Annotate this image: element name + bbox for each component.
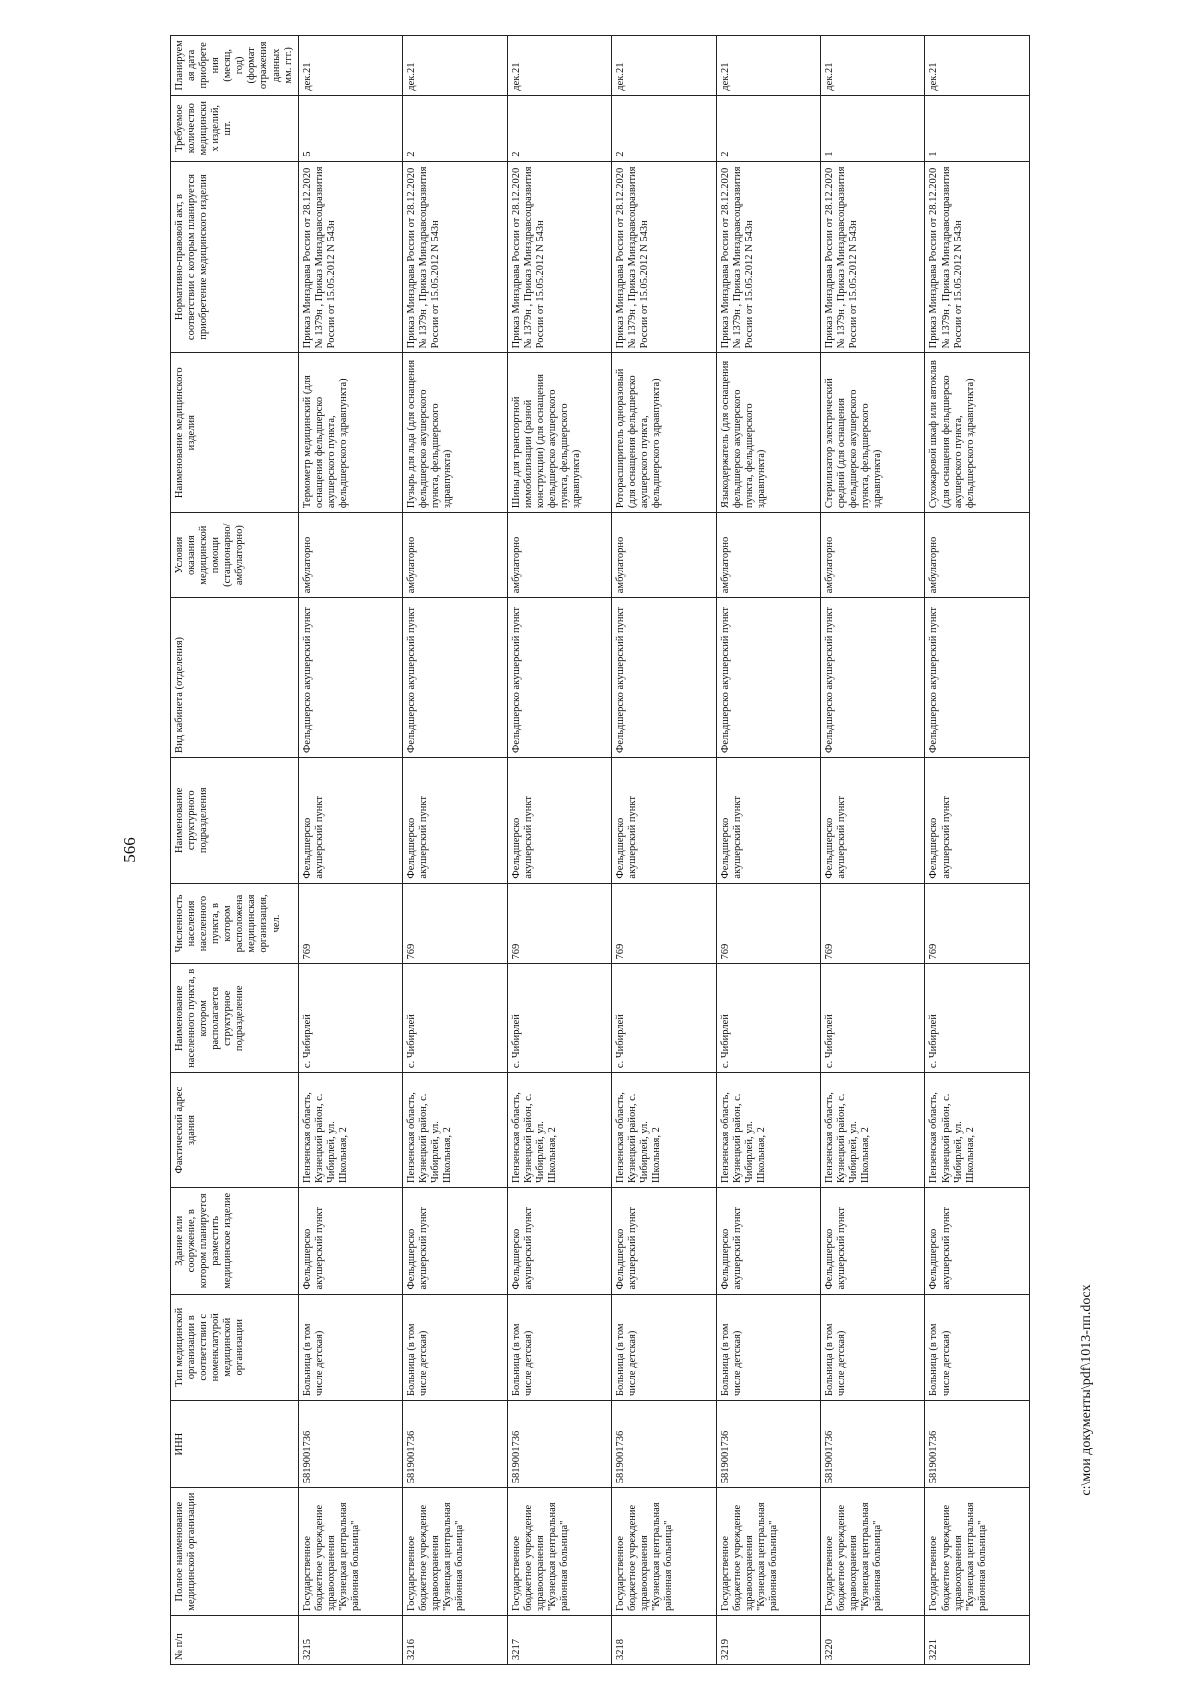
cell-qty: 2 <box>612 95 716 161</box>
cell-type: Больница (в том числе детская) <box>716 1294 820 1400</box>
cell-conditions: амбулаторно <box>716 513 820 598</box>
cell-subdivision: Фельдшерско акушерский пункт <box>403 757 507 883</box>
cell-conditions: амбулаторно <box>298 513 402 598</box>
table-container <box>170 35 1030 1665</box>
cell-cabinet: Фельдшерско акушерский пункт <box>820 598 924 758</box>
cell-device: Термометр медицинский (для оснащения фельдшерско акушерского пункта, фельдшерского здравпункта) <box>298 353 402 513</box>
cell-address: Пензенская область, Кузнецкий район, с. Чибирлей, ул. Школьная, 2 <box>612 1073 716 1188</box>
page-number-text: 566 <box>120 837 139 863</box>
footer-file-path-text: c:\мои документы\pdf\1013-пп.docx <box>1079 1284 1094 1496</box>
cell-address: Пензенская область, Кузнецкий район, с. Чибирлей, ул. Школьная, 2 <box>925 1073 1030 1188</box>
cell-date: дек.21 <box>298 36 402 96</box>
cell-legal: Приказ Минздрава России от 28.12.2020 № 1379н , Приказ Минздравсоцразвития России от 15.05.2012 N 543н <box>298 161 402 353</box>
footer-file-path <box>1075 1150 1099 1630</box>
cell-org: Государственное бюджетное учреждение здравоохранения "Кузнецкая центральная районная больница" <box>716 1488 820 1616</box>
cell-conditions: амбулаторно <box>507 513 611 598</box>
cell-date: дек.21 <box>925 36 1030 96</box>
cell-inn: 5819001736 <box>298 1400 402 1487</box>
cell-device: Языкодержатель (для оснащения фельдшерско акушерского пункта, фельдшерского здравпункта) <box>716 353 820 513</box>
cell-type: Больница (в том числе детская) <box>298 1294 402 1400</box>
cell-num: 3219 <box>716 1616 820 1665</box>
cell-device: Пузырь для льда (для оснащения фельдшерско акушерского пункта, фельдшерского здравпункта) <box>403 353 507 513</box>
table-header-row <box>171 36 299 1665</box>
cell-type: Больница (в том числе детская) <box>925 1294 1030 1400</box>
header-qty: Требуемое количество медицинских изделий, шт. <box>171 95 299 161</box>
cell-type: Больница (в том числе детская) <box>507 1294 611 1400</box>
header-device: Наименование медицинского изделия <box>171 353 299 513</box>
cell-inn: 5819001736 <box>507 1400 611 1487</box>
cell-address: Пензенская область, Кузнецкий район, с. Чибирлей, ул. Школьная, 2 <box>507 1073 611 1188</box>
table-row <box>612 36 716 1665</box>
cell-cabinet: Фельдшерско акушерский пункт <box>507 598 611 758</box>
cell-org: Государственное бюджетное учреждение здравоохранения "Кузнецкая центральная районная больница" <box>925 1488 1030 1616</box>
cell-settlement: с. Чибирлей <box>298 964 402 1073</box>
cell-building: Фельдшерско акушерский пункт <box>925 1188 1030 1294</box>
cell-subdivision: Фельдшерско акушерский пункт <box>925 757 1030 883</box>
cell-org: Государственное бюджетное учреждение здравоохранения "Кузнецкая центральная районная больница" <box>820 1488 924 1616</box>
cell-type: Больница (в том числе детская) <box>612 1294 716 1400</box>
cell-settlement: с. Чибирлей <box>925 964 1030 1073</box>
header-population: Численность населения населенного пункта, в котором расположена медицинская организация, чел. <box>171 883 299 964</box>
cell-subdivision: Фельдшерско акушерский пункт <box>820 757 924 883</box>
cell-qty: 2 <box>403 95 507 161</box>
cell-device: Роторасширитель одноразовый (для оснащения фельдшерско акушерского пункта, фельдшерского здравпункта) <box>612 353 716 513</box>
cell-address: Пензенская область, Кузнецкий район, с. Чибирлей, ул. Школьная, 2 <box>716 1073 820 1188</box>
cell-num: 3218 <box>612 1616 716 1665</box>
cell-conditions: амбулаторно <box>612 513 716 598</box>
cell-population: 769 <box>716 883 820 964</box>
header-conditions: Условия оказания медицинской помощи (стационарно/ амбулаторно) <box>171 513 299 598</box>
cell-subdivision: Фельдшерско акушерский пункт <box>716 757 820 883</box>
cell-inn: 5819001736 <box>403 1400 507 1487</box>
cell-legal: Приказ Минздрава России от 28.12.2020 № 1379н , Приказ Минздравсоцразвития России от 15.05.2012 N 543н <box>507 161 611 353</box>
page-number <box>120 826 140 874</box>
cell-org: Государственное бюджетное учреждение здравоохранения "Кузнецкая центральная районная больница" <box>403 1488 507 1616</box>
cell-type: Больница (в том числе детская) <box>403 1294 507 1400</box>
cell-subdivision: Фельдшерско акушерский пункт <box>298 757 402 883</box>
cell-device: Шины для транспортной иммобилизации (разной конструкции) (для оснащения фельдшерско акушерского пункта, фельдшерского здравпункта) <box>507 353 611 513</box>
cell-population: 769 <box>298 883 402 964</box>
cell-legal: Приказ Минздрава России от 28.12.2020 № 1379н , Приказ Минздравсоцразвития России от 15.05.2012 N 543н <box>612 161 716 353</box>
cell-date: дек.21 <box>820 36 924 96</box>
cell-conditions: амбулаторно <box>403 513 507 598</box>
cell-settlement: с. Чибирлей <box>507 964 611 1073</box>
header-num: № п/п <box>171 1616 299 1665</box>
cell-type: Больница (в том числе детская) <box>820 1294 924 1400</box>
cell-device: Сухожаровой шкаф или автоклав (для оснащения фельдшерско акушерского пункта, фельдшерского здравпункта) <box>925 353 1030 513</box>
cell-device: Стерилизатор электрический средний (для оснащения фельдшерско акушерского пункта, фельдшерского здравпункта) <box>820 353 924 513</box>
table-row <box>507 36 611 1665</box>
cell-building: Фельдшерско акушерский пункт <box>507 1188 611 1294</box>
cell-date: дек.21 <box>716 36 820 96</box>
cell-settlement: с. Чибирлей <box>403 964 507 1073</box>
header-address: Фактический адрес здания <box>171 1073 299 1188</box>
cell-cabinet: Фельдшерско акушерский пункт <box>716 598 820 758</box>
cell-qty: 1 <box>925 95 1030 161</box>
cell-num: 3220 <box>820 1616 924 1665</box>
table-row <box>298 36 402 1665</box>
cell-legal: Приказ Минздрава России от 28.12.2020 № 1379н , Приказ Минздравсоцразвития России от 15.05.2012 N 543н <box>716 161 820 353</box>
cell-subdivision: Фельдшерско акушерский пункт <box>612 757 716 883</box>
cell-population: 769 <box>612 883 716 964</box>
header-building: Здание или сооружение, в котором планируется разместить медицинское изделие <box>171 1188 299 1294</box>
header-cabinet: Вид кабинета (отделения) <box>171 598 299 758</box>
cell-inn: 5819001736 <box>612 1400 716 1487</box>
cell-address: Пензенская область, Кузнецкий район, с. Чибирлей, ул. Школьная, 2 <box>403 1073 507 1188</box>
cell-building: Фельдшерско акушерский пункт <box>403 1188 507 1294</box>
cell-date: дек.21 <box>507 36 611 96</box>
table-row <box>716 36 820 1665</box>
cell-num: 3216 <box>403 1616 507 1665</box>
header-org: Полное наименование медицинской организации <box>171 1488 299 1616</box>
cell-cabinet: Фельдшерско акушерский пункт <box>298 598 402 758</box>
cell-num: 3221 <box>925 1616 1030 1665</box>
cell-cabinet: Фельдшерско акушерский пункт <box>925 598 1030 758</box>
cell-legal: Приказ Минздрава России от 28.12.2020 № 1379н , Приказ Минздравсоцразвития России от 15.05.2012 N 543н <box>925 161 1030 353</box>
cell-qty: 5 <box>298 95 402 161</box>
cell-subdivision: Фельдшерско акушерский пункт <box>507 757 611 883</box>
table-row <box>403 36 507 1665</box>
cell-address: Пензенская область, Кузнецкий район, с. Чибирлей, ул. Школьная, 2 <box>820 1073 924 1188</box>
cell-settlement: с. Чибирлей <box>716 964 820 1073</box>
header-legal: Нормативно-правовой акт, в соответствии с которым планируется приобретение медицинского изделия <box>171 161 299 353</box>
table-row <box>925 36 1030 1665</box>
equipment-table <box>170 35 1030 1665</box>
cell-settlement: с. Чибирлей <box>612 964 716 1073</box>
cell-num: 3217 <box>507 1616 611 1665</box>
cell-org: Государственное бюджетное учреждение здравоохранения "Кузнецкая центральная районная больница" <box>298 1488 402 1616</box>
cell-num: 3215 <box>298 1616 402 1665</box>
cell-cabinet: Фельдшерско акушерский пункт <box>403 598 507 758</box>
cell-legal: Приказ Минздрава России от 28.12.2020 № 1379н , Приказ Минздравсоцразвития России от 15.05.2012 N 543н <box>403 161 507 353</box>
cell-cabinet: Фельдшерско акушерский пункт <box>612 598 716 758</box>
cell-qty: 1 <box>820 95 924 161</box>
cell-population: 769 <box>925 883 1030 964</box>
header-subdivision: Наименование структурного подразделения <box>171 757 299 883</box>
cell-building: Фельдшерско акушерский пункт <box>716 1188 820 1294</box>
cell-date: дек.21 <box>612 36 716 96</box>
cell-conditions: амбулаторно <box>925 513 1030 598</box>
cell-building: Фельдшерско акушерский пункт <box>820 1188 924 1294</box>
table-row <box>820 36 924 1665</box>
header-type: Тип медицинской организации в соответствии с номенклатурой медицинской организации <box>171 1294 299 1400</box>
cell-legal: Приказ Минздрава России от 28.12.2020 № 1379н , Приказ Минздравсоцразвития России от 15.05.2012 N 543н <box>820 161 924 353</box>
cell-inn: 5819001736 <box>820 1400 924 1487</box>
cell-date: дек.21 <box>403 36 507 96</box>
cell-address: Пензенская область, Кузнецкий район, с. Чибирлей, ул. Школьная, 2 <box>298 1073 402 1188</box>
cell-building: Фельдшерско акушерский пункт <box>298 1188 402 1294</box>
cell-settlement: с. Чибирлей <box>820 964 924 1073</box>
cell-qty: 2 <box>716 95 820 161</box>
header-inn: ИНН <box>171 1400 299 1487</box>
cell-population: 769 <box>820 883 924 964</box>
cell-org: Государственное бюджетное учреждение здравоохранения "Кузнецкая центральная районная больница" <box>612 1488 716 1616</box>
header-date: Планируемая дата приобретения (месяц, год) (формат отражения данных мм. ггг.) <box>171 36 299 96</box>
cell-population: 769 <box>403 883 507 964</box>
cell-qty: 2 <box>507 95 611 161</box>
cell-inn: 5819001736 <box>716 1400 820 1487</box>
cell-org: Государственное бюджетное учреждение здравоохранения "Кузнецкая центральная районная больница" <box>507 1488 611 1616</box>
cell-conditions: амбулаторно <box>820 513 924 598</box>
cell-building: Фельдшерско акушерский пункт <box>612 1188 716 1294</box>
header-settlement: Наименование населенного пункта, в котором располагается структурное подразделение <box>171 964 299 1073</box>
cell-inn: 5819001736 <box>925 1400 1030 1487</box>
cell-population: 769 <box>507 883 611 964</box>
